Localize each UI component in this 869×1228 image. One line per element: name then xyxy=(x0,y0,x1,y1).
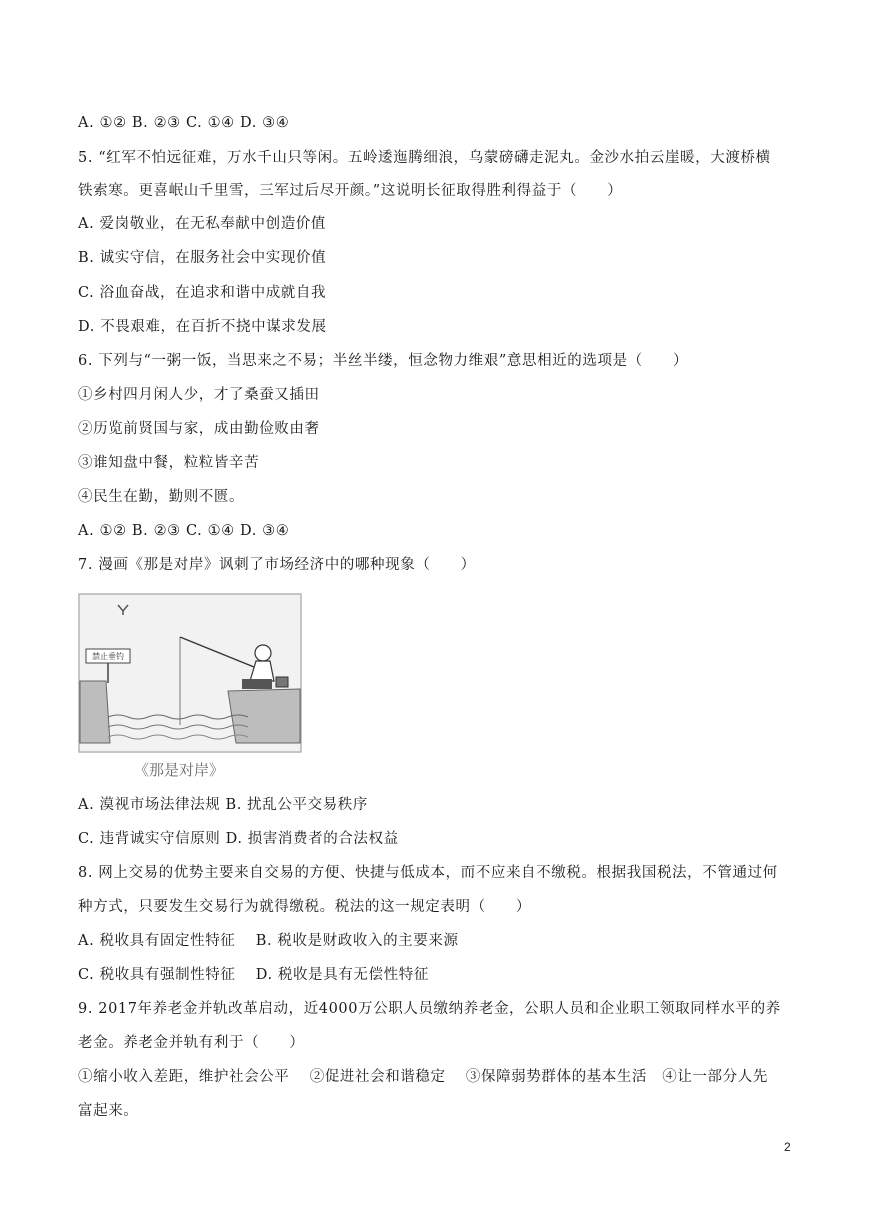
q4-options: A. ①② B. ②③ C. ①④ D. ③④ xyxy=(78,115,290,131)
q6-stem: 6. 下列与“一粥一饭，当思来之不易；半丝半缕，恒念物力维艰”意思相近的选项是（ ） xyxy=(78,353,689,369)
q5-stem-line1: 5. “红军不怕远征难，万水千山只等闲。五岭逶迤腾细浪，乌蒙磅礴走泥丸。金沙水拍云崖暖，大渡桥横 xyxy=(78,150,771,166)
q9-stem-line2: 老金。养老金并轨有利于（ ） xyxy=(78,1035,305,1051)
q6-item-3: ③谁知盘中餐，粒粒皆辛苦 xyxy=(78,455,260,471)
cartoon-figure xyxy=(78,593,302,783)
cartoon-caption: 《那是对岸》 xyxy=(134,761,225,779)
sign-text: 禁止垂钓 xyxy=(92,652,124,661)
cartoon-image xyxy=(78,593,302,783)
q6-item-4: ④民生在勤，勤则不匮。 xyxy=(78,489,245,505)
q8-stem-line2: 种方式，只要发生交易行为就得缴税。税法的这一规定表明（ ） xyxy=(78,899,531,915)
q6-item-2: ②历览前贤国与家，成由勤俭败由奢 xyxy=(78,421,320,437)
bucket xyxy=(276,677,288,687)
q6-item-1: ①乡村四月闲人少，才了桑蚕又插田 xyxy=(78,387,320,403)
q5-option-a: A. 爱岗敬业，在无私奉献中创造价值 xyxy=(78,216,326,232)
page-number: 2 xyxy=(784,1140,791,1154)
q5-option-b: B. 诚实守信，在服务社会中实现价值 xyxy=(78,250,327,266)
q9-items-line2: 富起来。 xyxy=(78,1103,139,1119)
q7-options-cd: C. 违背诚实守信原则 D. 损害消费者的合法权益 xyxy=(78,831,399,847)
q7-options-ab: A. 漠视市场法律法规 B. 扰乱公平交易秩序 xyxy=(78,797,368,813)
q5-option-d: D. 不畏艰难，在百折不挠中谋求发展 xyxy=(78,319,327,335)
q6-options: A. ①② B. ②③ C. ①④ D. ③④ xyxy=(78,523,290,539)
q8-options-ab: A. 税收具有固定性特征 B. 税收是财政收入的主要来源 xyxy=(78,933,459,949)
q7-stem: 7. 漫画《那是对岸》讽刺了市场经济中的哪种现象（ ） xyxy=(78,557,476,573)
q9-items-line1: ①缩小收入差距，维护社会公平 ②促进社会和谐稳定 ③保障弱势群体的基本生活 ④让一部分人先 xyxy=(78,1069,768,1085)
q5-option-c: C. 浴血奋战，在追求和谐中成就自我 xyxy=(78,285,327,301)
fisherman-stool xyxy=(242,679,272,689)
q8-options-cd: C. 税收具有强制性特征 D. 税收是具有无偿性特征 xyxy=(78,967,429,983)
q5-stem-line2: 铁索寒。更喜岷山千里雪，三军过后尽开颜。”这说明长征取得胜利得益于（ ） xyxy=(78,183,623,199)
fisherman-head xyxy=(255,645,271,661)
q9-stem-line1: 9. 2017年养老金并轨改革启动，近4000万公职人员缴纳养老金，公职人员和企业职工领取同样水平的养 xyxy=(78,1001,781,1017)
q8-stem-line1: 8. 网上交易的优势主要来自交易的方便、快捷与低成本，而不应来自不缴税。根据我国税法，不管通过何 xyxy=(78,865,778,881)
left-bank xyxy=(80,681,110,743)
